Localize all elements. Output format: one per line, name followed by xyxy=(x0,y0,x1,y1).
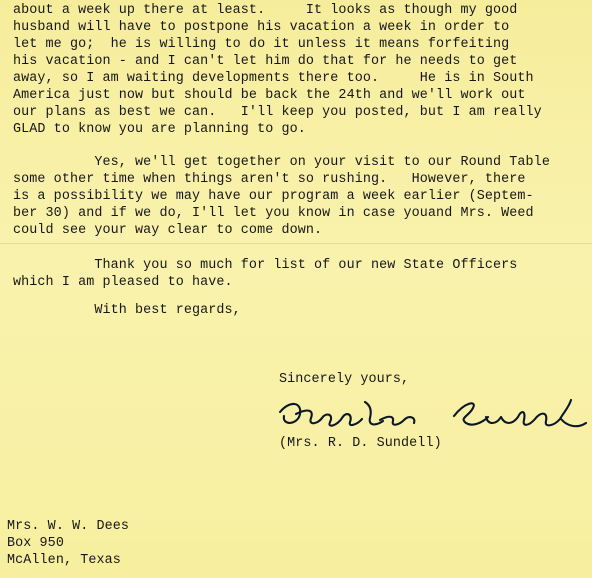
handwritten-signature xyxy=(272,392,590,434)
paragraph2-line-4: ber 30) and if we do, I'll let you know in case youand Mrs. Weed xyxy=(13,206,534,221)
paragraph2-line-2: some other time when things aren't so rushing. However, there xyxy=(13,172,526,187)
paragraph3-line-1: Thank you so much for list of our new State Officers xyxy=(13,258,518,273)
paragraph2-line-5: could see your way clear to come down. xyxy=(13,223,323,238)
paragraph1-line-5: away, so I am waiting developments there too. He is in South xyxy=(13,71,534,86)
regards-text: With best regards, xyxy=(13,303,241,318)
paragraph3-line-2: which I am pleased to have. xyxy=(13,275,233,290)
paragraph1-line-6: America just now but should be back the 24th and we'll work out xyxy=(13,88,526,103)
closing-text: Sincerely yours, xyxy=(279,372,410,387)
paragraph1-line-7: our plans as best we can. I'll keep you posted, but I am really xyxy=(13,105,542,120)
paragraph1-line-3: let me go; he is willing to do it unless it means forfeiting xyxy=(13,37,510,52)
paragraph1-line-1: about a week up there at least. It looks as though my good xyxy=(13,3,518,18)
paragraph2-line-3: is a possibility we may have our program a week earlier (Septem- xyxy=(13,189,534,204)
paragraph1-line-2: husband will have to postpone his vacation a week in order to xyxy=(13,20,510,35)
paper-fold-line xyxy=(0,243,592,244)
paragraph1-line-8: GLAD to know you are planning to go. xyxy=(13,122,306,137)
signer-name: (Mrs. R. D. Sundell) xyxy=(279,436,442,451)
address-line-1: Mrs. W. W. Dees xyxy=(7,519,130,534)
paragraph2-line-1: Yes, we'll get together on your visit to our Round Table xyxy=(13,155,550,170)
address-line-3: McAllen, Texas xyxy=(7,553,121,568)
address-line-2: Box 950 xyxy=(7,536,64,551)
paragraph1-line-4: his vacation - and I can't let him do that for he needs to get xyxy=(13,54,518,69)
